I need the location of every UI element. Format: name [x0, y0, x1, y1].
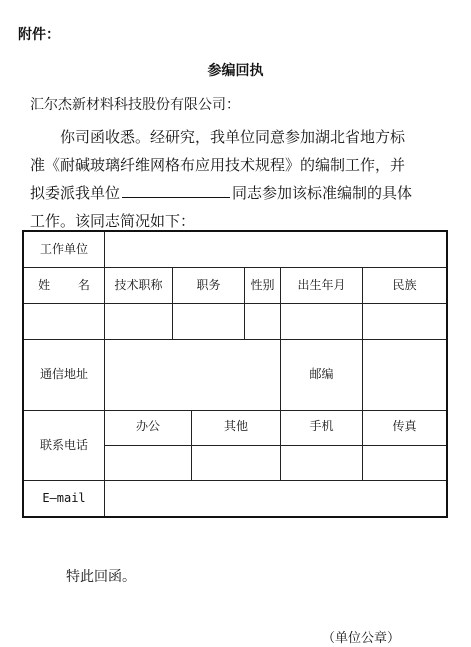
recipient-greeting: 汇尔杰新材料科技股份有限公司： — [30, 97, 240, 113]
body-line-3 — [30, 179, 450, 207]
fax-label: 传真 — [392, 419, 417, 433]
office-phone-field[interactable] — [105, 446, 191, 480]
ethnicity-label: 民族 — [392, 278, 417, 292]
row-divider — [24, 267, 446, 268]
birth-date-label: 出生年月 — [297, 278, 346, 292]
official-seal-note: （单位公章） — [322, 631, 401, 646]
fax-field[interactable] — [363, 446, 446, 480]
postcode-field[interactable] — [363, 340, 446, 410]
body-line-4: 工作。该同志简况如下： — [30, 212, 196, 230]
closing-remark: 特此回函。 — [66, 569, 136, 585]
name-field[interactable] — [24, 304, 104, 339]
mobile-field[interactable] — [281, 446, 362, 480]
row-divider — [24, 410, 446, 411]
other-phone-field[interactable] — [192, 446, 280, 480]
position-field[interactable] — [173, 304, 244, 339]
body-line-1: 你司函收悉。经研究，我单位同意参加湖北省地方标 — [60, 128, 406, 146]
name-label: 姓 名 — [38, 278, 90, 292]
body-line-3-after: 同志参加该标准编制的具体 — [232, 184, 413, 202]
body-paragraph — [30, 123, 450, 235]
email-label: E—mail — [42, 491, 86, 505]
gender-label: 性别 — [250, 278, 275, 292]
work-unit-field[interactable] — [105, 233, 446, 267]
ethnicity-field[interactable] — [363, 304, 446, 339]
position-label: 职务 — [196, 278, 221, 292]
address-label: 通信地址 — [39, 367, 88, 381]
postcode-label: 邮编 — [309, 367, 334, 381]
address-field[interactable] — [105, 340, 280, 410]
work-unit-label: 工作单位 — [39, 242, 88, 256]
tech-title-field[interactable] — [105, 304, 172, 339]
delegate-info-table — [22, 230, 448, 518]
attachment-label: 附件： — [18, 27, 60, 43]
phone-label: 联系电话 — [39, 438, 88, 452]
gender-field[interactable] — [245, 304, 280, 339]
office-phone-label: 办公 — [135, 419, 160, 433]
tech-title-label: 技术职称 — [114, 278, 163, 292]
email-field[interactable] — [105, 481, 446, 516]
document-title: 参编回执 — [207, 63, 264, 79]
body-line-2: 准《耐碱玻璃纤维网格布应用技术规程》的编制工作，并 — [30, 156, 406, 174]
other-phone-label: 其他 — [223, 419, 248, 433]
body-line-3-before: 拟委派我单位 — [30, 184, 121, 202]
birth-date-field[interactable] — [281, 304, 362, 339]
delegate-name-blank[interactable] — [122, 182, 230, 198]
mobile-label: 手机 — [309, 419, 334, 433]
